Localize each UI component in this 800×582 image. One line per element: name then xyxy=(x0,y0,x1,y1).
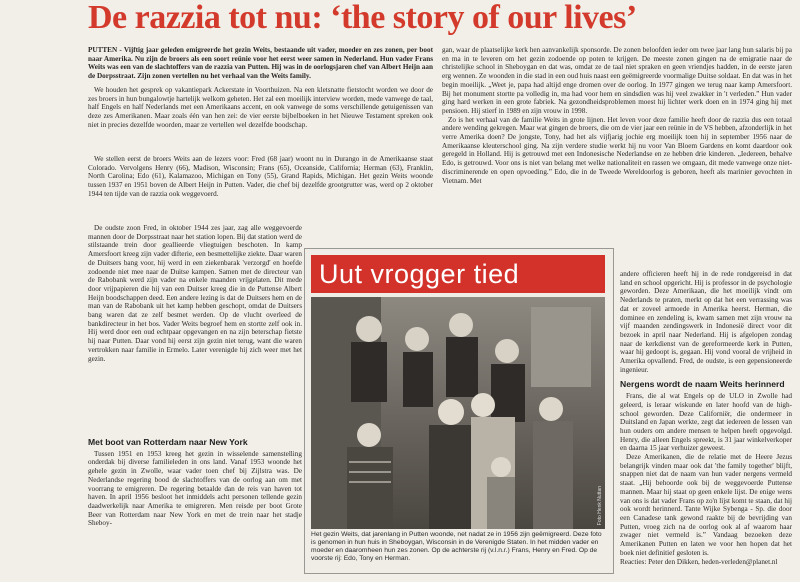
left-narrow-column xyxy=(88,224,302,432)
left-bottom-column xyxy=(88,432,302,582)
photo-feature xyxy=(304,248,614,574)
lead-column xyxy=(88,46,433,150)
article-paragraph: Tussen 1951 en 1953 kreeg het gezin in wisselende samenstelling onderdak bij diverse familieleden in ons land. Vanaf 1953 woonde het gehele gezin in Zwolle, waar vader toen chef bij Zijlstra was. De Nederlandse regering bood de slachtoffers van de oorlog aan om met voorrang te emigreren. De regering betaalde dan de reis van haven tot haven. In april 1956 besloot het inmiddels acht personen tellende gezin daadwerkelijk naar Amerika te emigreren. Men reisde per boot Grote Beer van Rotterdam naar New York en met de trein naar het stadje Sheboy- xyxy=(88,449,302,528)
family-photo xyxy=(311,297,605,529)
brothers-paragraph: We stellen eerst de broers Weits aan de lezers voor: Fred (68 jaar) woont nu in Durango in de Amerikaanse staat Colorado. Vervolgens Henry (66), Madison, Wisconsin; Frans (65), Oceanside, California; Herman (63), Franklin, North Carolina; Edo (61), Kalamazoo, Michigan en Tony (55), Grand Rapids, Michigan. Het gezin Weits woonde tussen 1937 en 1951 boven de Albert Heijn in Putten. Vader, die chef bij dezelfde grootgrutter was, werd op 2 oktober 1944 ten tijde van de razzia ook weggevoerd. xyxy=(88,155,433,198)
lead-paragraph: PUTTEN - Vijftig jaar geleden emigreerde het gezin Weits, bestaande uit vader, moeder en zes zonen, per boot naar Amerika. Nu zijn de broers als een soort reünie voor het eerst weer samen in Nederland. Hun vader Frans Weits was een van de slachtoffers van de razzia van Putten. Hij was in de oorlogsjaren chef van Albert Heijn aan de Dorpsstraat. Zijn zonen vertellen nu het verhaal van the Weits family. xyxy=(88,46,433,81)
article-paragraph: gan, waar de plaatselijke kerk hen aanvankelijk sponsorde. De zonen beloofden ieder om twee jaar lang hun salaris bij pa en ma in te leveren om het gezin zodoende op poten te krijgen. De meeste zonen gingen na de emigratie naar de christelijke school in Sheboygan en dat was, omdat ze de taal niet spraken en geen vriendjes hadden, in de eerste jaren erg wennen. Ze woonden in die stad in een oud huis naast een geëmigreerde voormalige Duitse soldaat. En dat was in het begin moeilijk. „Weet je, papa had altijd enge dromen over de oorlog. In 1977 gingen we terug naar kamp Amersfoort. Bij het monument stortte pa volledig in, ma had voor hem en sindsdien was hij veel zwakker in 't verleden.” Hun vader ging hard werken in een grote fabriek. Na gezondheidsproblemen moest hij lichter werk doen en in 1974 ging hij met pensioen. Hij stierf in 1989 en zijn vrouw in 1998. xyxy=(442,46,792,115)
brothers-column xyxy=(88,155,433,223)
photo-credit: Foto Henk Nuttan xyxy=(597,485,603,525)
reactions-line: Reacties: Peter den Dikken, heden-verleden@planet.nl xyxy=(620,557,778,566)
intro-paragraph: We houden het gesprek op vakantiepark Ackerstate in Voorthuizen. Na een kletsnatte fietstocht worden we door de zes broers in hun bungalowtje hartelijk welkom geheten. Het zal een moeilijk interview worden, mede vanwege de taal, half Engels en half Nederlands met een Amerikaans accent, en ook vanwege de soms verschillende getuigenissen van deze zes Amerikanen. Maar zoals één van hen zei: de vier eerste bijbelboeken in het Nieuwe Testament spreken ook niet in precies dezelfde woorden, maar ze vertellen wel dezelfde boodschap. xyxy=(88,85,433,129)
family-photo-image xyxy=(311,297,605,529)
article-paragraph: Zo is het verhaal van de familie Weits in grote lijnen. Het leven voor deze familie heeft door de razzia dus een totaal andere wending gekregen. Maar wat gingen de broers, die om de vier jaar een reünie in de VS hebben, afzonderlijk in het verre Amerika doen? De jongste, Tony, had het als vijfjarig jochie erg moeilijk toen hij in september 1956 naar de Amerikaanse kleuterschool ging. Na zijn verdere studie werkt hij nu voor Van Bloem Gardens en komt daardoor ook geregeld in Holland. Hij is getrouwd met een Indonesische Nederlandse en ze hebben drie kinderen. „Iedereen, behalve Edo, is getrouwd. Voor ons is niet van belang met welke nationaliteit en rassen we omgaan, dit mede vanwege onze niet-discriminerende en open opvoeding.” Edo, die in de Tweede Wereldoorlog is geboren, heeft als marinier gevochten in Vietnam. Met xyxy=(442,115,792,185)
article-paragraph: Deze Amerikanen, die de relatie met de Heere Jezus belangrijk vinden maar ook dat 'the family together' blijft, snappen niet dat de naam van hun vader nergens vermeld staat. „Hij behoorde ook bij de weggevoerde Puttense mannen. Maar hij staat op geen enkele lijst. De enige wens van ons is dat vader Frans op zo'n lijst komt te staan, dat hij ook wordt herinnerd. Tante Wijke Sybenga - Sp. die door een Canadese tank gewond raakte bij de bevrijding van Putten, vroeg zich na de oorlog ook al af waarom haar zwager niet vermeld is.” Vandaag bezoeken deze Amerikanen Putten en laten we voor hen hopen dat het boek niet definitief gesloten is. xyxy=(620,453,792,557)
article-paragraph: De oudste zoon Fred, in oktober 1944 zes jaar, zag alle weggevoerde mannen door de Dorpsstraat naar het station lopen. Bij dat station werd de stilstaande trein door geallieerde vliegtuigen beschoten. In kamp Amersfoort kreeg zijn vader difterie, een besmettelijke ziekte. Daar waren de Duitsers bang voor, hij werd in een ziekenbarak 'verzorgd' en hoefde zodoende niet mee naar de Duitse kampen. Samen met de directeur van de Rabobank werd zijn vader na enkele maanden vrijgelaten. Dit mede door vrijpapieren die hij van een Duitser kreeg die in de Puttense Albert Heijn boodschappen deed. Een andere lezing is dat de Duitsers hem en de man van de Rabobank uit het kamp hebben geschopt, omdat de Duitsers bang waren dat ze zelf besmet werden. Op de vlucht overleed de bankdirecteur in het bos. Vader Weits begroef hem en stortte zelf ook in. Hij werd door een oud echtpaar opgevangen en na zijn beterschap fietste hij naar Putten. Daar vond hij eerst zijn gezin niet terug, want die waren vertrokken naar familie in Ermelo. Later verenigde hij zich weer met het gezin. xyxy=(88,224,302,363)
feature-banner: Uut vrogger tied xyxy=(311,255,605,293)
right-narrow-column xyxy=(620,270,792,582)
section-heading-boat: Met boot van Rotterdam naar New York xyxy=(88,437,248,447)
photo-caption: Het gezin Weits, dat jarenlang in Putten woonde, net nadat ze in 1956 zijn geëmigreerd. Deze foto is genomen in hun huis in Sheboygan, Wisconsin in de Verenigde Staten. In het midden vader en moeder en daaromheen hun zes zonen. Op de achterste rij (v.l.n.r.) Frans, Henry en Fred. Op de voorste rij: Edo, Tony en Herman. xyxy=(311,531,602,562)
article-paragraph: Frans, die al wat Engels op de ULO in Zwolle had geleerd, is leraar wiskunde en later hoofd van de high-school geworden. Deze Californiër, die ondermeer in Duitsland en Japan werkte, zegt dat iedereen de lessen van hun ouders om andere mensen te helpen heeft opgevolgd. Henry, die alleen Engels spreekt, is 31 jaar winkelverkoper en daarna 15 jaar verhuizer geweest. xyxy=(620,392,792,453)
headline: De razzia tot nu: ‘the story of our lives’ xyxy=(88,0,637,36)
article-paragraph: andere officieren heeft hij in de rede rondgereisd in dat land en school opgericht. Hij is professor in de psychologie geworden. Deze Amerikaan, die het moeilijk vindt om Nederlands te praten, merkt op dat het een verrassing was dat er zoveel armoede in Amerika heerst. Herman, die dominee en zendeling is, kwam samen met zijn vrouw na vijf maanden zendingswerk in Indonesië direct voor dit bezoek in april naar Nederland. Hij is afgelopen zondag naar de kerkdienst van de gereformeerde kerk in Putten, waar hij gedoopt is, gegaan. Hij vond vooral de vrijheid in Amerika opvallend. Fred, de oudste, is een gepensioneerde ingenieur. xyxy=(620,270,792,374)
section-heading-name: Nergens wordt de naam Weits herinnerd xyxy=(620,379,785,390)
